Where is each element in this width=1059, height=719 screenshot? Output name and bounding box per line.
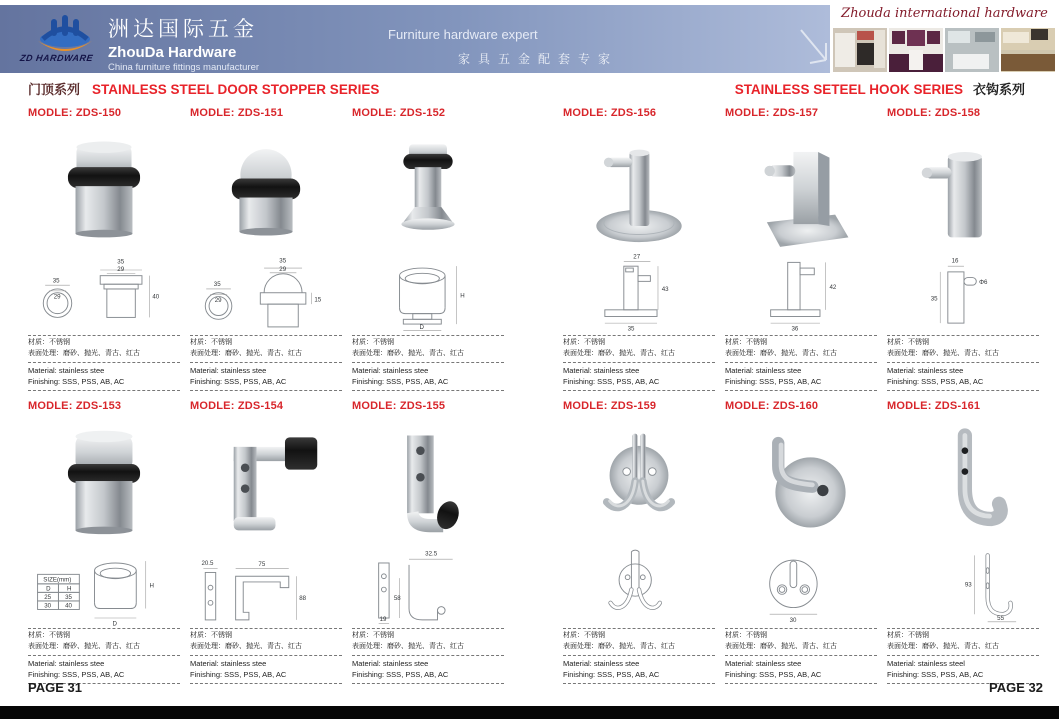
product-model: MODLE: ZDS-152 bbox=[352, 107, 446, 119]
page-left-grid bbox=[28, 107, 504, 684]
logo-wordmark: ZD HARDWARE bbox=[19, 53, 94, 63]
dim-label: 29 bbox=[214, 297, 222, 305]
section-right-en: STAINLESS SETEEL HOOK SERIES bbox=[734, 82, 963, 97]
product-photo-door-stopper bbox=[352, 426, 504, 542]
section-right-cn: 衣钩系列 bbox=[972, 82, 1025, 97]
dim-label: 19 bbox=[379, 615, 387, 623]
dim-label: 32.5 bbox=[425, 550, 438, 558]
spec-cn-material: 材质：不锈钢 bbox=[190, 339, 232, 346]
slogan-cn: 家具五金配套专家 bbox=[458, 52, 619, 66]
spec-cn-material: 材质：不锈钢 bbox=[352, 632, 394, 639]
bottom-black-bar bbox=[0, 706, 1059, 719]
product-photo-hook bbox=[563, 133, 715, 249]
product-zds-151 bbox=[190, 107, 342, 391]
product-specs bbox=[352, 335, 504, 392]
spec-cn-material: 材质：不锈钢 bbox=[887, 632, 929, 639]
product-photo-door-stopper bbox=[28, 133, 180, 249]
product-model: MODLE: ZDS-153 bbox=[28, 400, 122, 412]
product-photo-hook bbox=[725, 426, 877, 542]
spec-cn-material: 材质：不锈钢 bbox=[352, 339, 394, 346]
dim-label: H bbox=[460, 292, 465, 300]
product-photo-door-stopper bbox=[190, 426, 342, 542]
slogan-en: Furniture hardware expert bbox=[388, 27, 538, 42]
product-specs bbox=[887, 335, 1039, 392]
product-specs bbox=[190, 628, 342, 685]
section-left-cn: 门顶系列 bbox=[28, 82, 81, 97]
spec-en-finish: Finishing: SSS, PSS, AB, AC bbox=[563, 670, 660, 680]
product-drawing bbox=[887, 544, 1039, 628]
dim-label: 15 bbox=[314, 296, 322, 304]
section-left-en: STAINLESS STEEL DOOR STOPPER SERIES bbox=[92, 82, 380, 97]
product-specs bbox=[28, 335, 180, 392]
spec-cn-finish: 表面处理：磨砂、抛光、青古、红古 bbox=[190, 349, 302, 357]
dim-label: 35 bbox=[627, 325, 635, 333]
spec-en-material: Material: stainless stee bbox=[352, 366, 429, 375]
spec-en-finish: Finishing: SSS, PSS, AB, AC bbox=[190, 377, 287, 387]
brand-tagline: China furniture fittings manufacturer bbox=[108, 62, 260, 73]
size-table-cell: 40 bbox=[65, 602, 72, 610]
spec-en-finish: Finishing: SSS, PSS, AB, AC bbox=[563, 377, 660, 387]
product-zds-157 bbox=[725, 107, 877, 391]
dim-label: 20.5 bbox=[201, 559, 214, 567]
spec-cn-material: 材质：不锈钢 bbox=[887, 339, 929, 346]
product-specs bbox=[28, 628, 180, 685]
product-model: MODLE: ZDS-161 bbox=[887, 400, 981, 412]
spec-en-material: Material: stainless stee bbox=[563, 659, 640, 668]
product-drawing bbox=[563, 251, 715, 335]
spec-cn-material: 材质：不锈钢 bbox=[28, 632, 70, 639]
product-model: MODLE: ZDS-158 bbox=[887, 107, 981, 119]
spec-en-material: Material: stainless stee bbox=[190, 366, 267, 375]
product-drawing bbox=[563, 544, 715, 628]
product-photo-door-stopper bbox=[28, 426, 180, 542]
spec-cn-finish: 表面处理：磨砂、抛光、青古、红古 bbox=[352, 642, 464, 650]
spec-en-finish: Finishing: SSS, PSS, AB, AC bbox=[28, 377, 125, 387]
spec-cn-finish: 表面处理：磨砂、抛光、青古、红古 bbox=[887, 642, 999, 650]
spec-cn-material: 材质：不锈钢 bbox=[563, 339, 605, 346]
product-zds-150 bbox=[28, 107, 180, 391]
dim-label: 55 bbox=[997, 614, 1005, 622]
spec-cn-finish: 表面处理：磨砂、抛光、青古、红古 bbox=[887, 349, 999, 357]
dim-label: H bbox=[149, 582, 154, 590]
size-table-col: H bbox=[66, 585, 72, 593]
page-number-left: PAGE 31 bbox=[28, 680, 82, 695]
product-model: MODLE: ZDS-151 bbox=[190, 107, 284, 119]
page-number-right: PAGE 32 bbox=[989, 680, 1043, 695]
spec-cn-material: 材质：不锈钢 bbox=[190, 632, 232, 639]
dim-label: 29 bbox=[117, 265, 125, 273]
dim-label: D bbox=[112, 620, 117, 628]
brand-name-cn: 洲达国际五金 bbox=[108, 18, 258, 41]
spec-cn-material: 材质：不锈钢 bbox=[28, 339, 70, 346]
dim-label: 29 bbox=[53, 293, 61, 301]
dim-label: 88 bbox=[299, 594, 307, 602]
kitchen-photo bbox=[945, 28, 999, 72]
dim-label: 35 bbox=[930, 295, 938, 303]
size-table-cell: 35 bbox=[65, 594, 72, 602]
header-right-panel bbox=[830, 0, 1059, 78]
spec-en-finish: Finishing: SSS, PSS, AB, AC bbox=[887, 377, 984, 387]
product-model: MODLE: ZDS-156 bbox=[563, 107, 657, 119]
product-model: MODLE: ZDS-160 bbox=[725, 400, 819, 412]
product-specs bbox=[725, 335, 877, 392]
spec-cn-finish: 表面处理：磨砂、抛光、青古、红古 bbox=[725, 349, 837, 357]
spec-en-finish: Finishing: SSS, PSS, AB, AC bbox=[352, 377, 449, 387]
spec-cn-material: 材质：不锈钢 bbox=[563, 632, 605, 639]
spec-cn-material: 材质：不锈钢 bbox=[725, 632, 767, 639]
dim-label: 36 bbox=[791, 325, 799, 333]
size-table-cell: 30 bbox=[44, 602, 52, 610]
product-specs bbox=[563, 628, 715, 685]
product-specs bbox=[190, 335, 342, 392]
dim-label: 29 bbox=[279, 265, 287, 273]
product-drawing-with-size-table bbox=[28, 544, 180, 628]
product-drawing bbox=[725, 251, 877, 335]
spec-en-material: Material: stainless stee bbox=[887, 366, 964, 375]
product-photo-hook bbox=[887, 426, 1039, 542]
dim-label: 43 bbox=[661, 285, 669, 293]
product-zds-152 bbox=[352, 107, 504, 391]
product-drawing bbox=[352, 251, 504, 335]
spec-en-material: Material: stainless stee bbox=[28, 366, 105, 375]
product-specs bbox=[352, 628, 504, 685]
diagonal-arrow-icon bbox=[798, 27, 832, 69]
product-drawing bbox=[352, 544, 504, 628]
spec-en-material: Material: stainless stee bbox=[725, 366, 802, 375]
product-zds-156 bbox=[563, 107, 715, 391]
spec-en-finish: Finishing: SSS, PSS, AB, AC bbox=[725, 377, 822, 387]
script-title: Zhouda international hardware bbox=[841, 6, 1048, 21]
product-drawing bbox=[190, 251, 342, 335]
product-specs bbox=[563, 335, 715, 392]
product-model: MODLE: ZDS-157 bbox=[725, 107, 819, 119]
product-photo-hook bbox=[563, 426, 715, 542]
dim-label: Φ6 bbox=[979, 279, 988, 287]
product-drawing bbox=[28, 251, 180, 335]
dim-label: 35 bbox=[213, 281, 221, 289]
spec-en-material: Material: stainless stee bbox=[190, 659, 267, 668]
product-drawing bbox=[190, 544, 342, 628]
product-zds-154 bbox=[190, 400, 342, 684]
spec-en-finish: Finishing: SSS, PSS, AB, AC bbox=[352, 670, 449, 680]
section-title-left bbox=[28, 79, 379, 99]
product-photo-hook bbox=[725, 133, 877, 249]
product-model: MODLE: ZDS-155 bbox=[352, 400, 446, 412]
spec-cn-finish: 表面处理：磨砂、抛光、青古、红古 bbox=[28, 642, 140, 650]
product-zds-161 bbox=[887, 400, 1039, 684]
product-photo-hook bbox=[887, 133, 1039, 249]
brand-name-en: ZhouDa Hardware bbox=[108, 44, 237, 61]
product-photo-door-stopper bbox=[352, 133, 504, 249]
product-model: MODLE: ZDS-159 bbox=[563, 400, 657, 412]
dim-label: 27 bbox=[633, 253, 641, 261]
dim-label: 35 bbox=[279, 257, 287, 265]
size-table-col: D bbox=[46, 585, 51, 593]
kitchen-photo bbox=[889, 28, 943, 72]
spec-en-material: Material: stainless stee bbox=[28, 659, 105, 668]
spec-en-finish: Finishing: SSS, PSS, AB, AC bbox=[28, 670, 125, 680]
spec-cn-finish: 表面处理：磨砂、抛光、青古、红古 bbox=[563, 642, 675, 650]
spec-cn-finish: 表面处理：磨砂、抛光、青古、红古 bbox=[190, 642, 302, 650]
product-zds-158 bbox=[887, 107, 1039, 391]
page-right-grid bbox=[563, 107, 1039, 684]
kitchen-photo bbox=[833, 28, 887, 72]
section-title-right bbox=[735, 79, 1025, 99]
product-model: MODLE: ZDS-150 bbox=[28, 107, 122, 119]
dim-label: 75 bbox=[258, 560, 266, 568]
spec-en-finish: Finishing: SSS, PSS, AB, AC bbox=[190, 670, 287, 680]
header-banner bbox=[0, 5, 830, 73]
spec-cn-material: 材质：不锈钢 bbox=[725, 339, 767, 346]
brand-block bbox=[108, 13, 259, 73]
dim-label: D bbox=[419, 323, 424, 331]
dim-label: 42 bbox=[829, 283, 837, 291]
spec-en-material: Material: stainless steel bbox=[887, 659, 965, 668]
dim-label: 30 bbox=[789, 616, 797, 624]
size-table-cell: 25 bbox=[44, 594, 52, 602]
product-specs bbox=[725, 628, 877, 685]
product-drawing bbox=[887, 251, 1039, 335]
spec-en-finish: Finishing: SSS, PSS, AB, AC bbox=[887, 670, 984, 680]
spec-cn-finish: 表面处理：磨砂、抛光、青古、红古 bbox=[352, 349, 464, 357]
product-photo-door-stopper bbox=[190, 133, 342, 249]
product-drawing bbox=[725, 544, 877, 628]
kitchen-photo-strip bbox=[833, 28, 1055, 72]
size-table-title: SIZE(mm) bbox=[43, 576, 72, 584]
product-zds-160 bbox=[725, 400, 877, 684]
dim-label: 16 bbox=[951, 257, 959, 265]
kitchen-photo bbox=[1001, 28, 1055, 72]
dim-label: 35 bbox=[52, 277, 60, 285]
product-zds-155 bbox=[352, 400, 504, 684]
product-model: MODLE: ZDS-154 bbox=[190, 400, 284, 412]
spec-en-finish: Finishing: SSS, PSS, AB, AC bbox=[725, 670, 822, 680]
dim-label: 58 bbox=[393, 594, 401, 602]
spec-en-material: Material: stainless stee bbox=[725, 659, 802, 668]
product-specs bbox=[887, 628, 1039, 685]
dim-label: 35 bbox=[117, 258, 125, 266]
spec-cn-finish: 表面处理：磨砂、抛光、青古、红古 bbox=[28, 349, 140, 357]
product-zds-153 bbox=[28, 400, 180, 684]
spec-cn-finish: 表面处理：磨砂、抛光、青古、红古 bbox=[725, 642, 837, 650]
spec-en-material: Material: stainless stee bbox=[563, 366, 640, 375]
spec-en-material: Material: stainless stee bbox=[352, 659, 429, 668]
dim-label: 40 bbox=[152, 293, 160, 301]
spec-cn-finish: 表面处理：磨砂、抛光、青古、红古 bbox=[563, 349, 675, 357]
dim-label: 93 bbox=[964, 581, 972, 589]
product-zds-159 bbox=[563, 400, 715, 684]
